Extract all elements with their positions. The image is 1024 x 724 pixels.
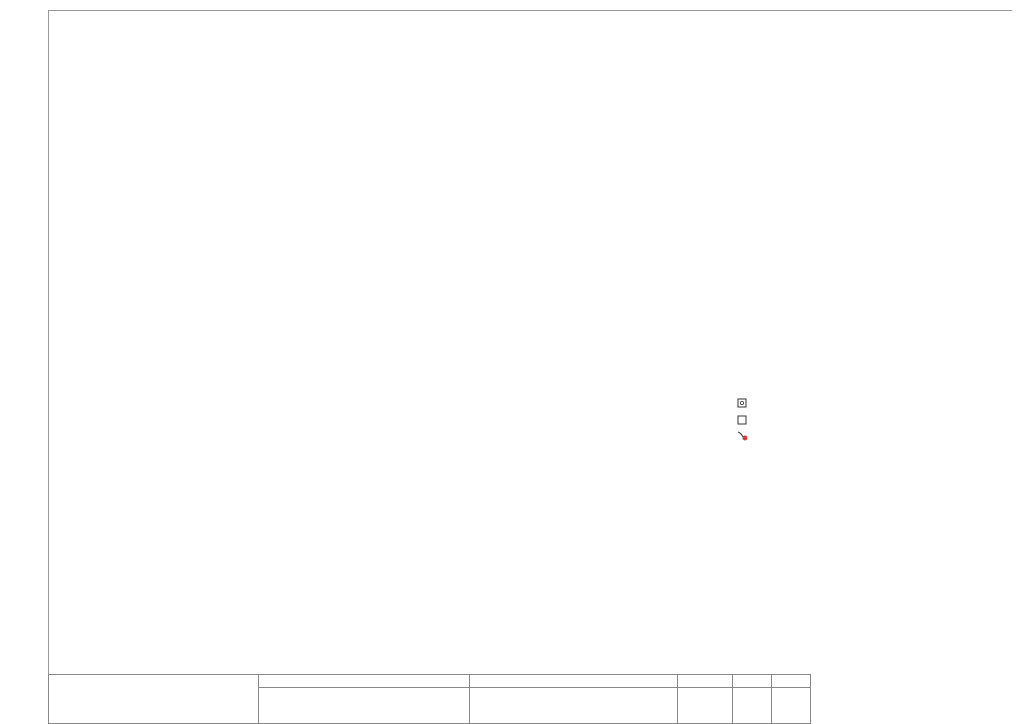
- project-description: [49, 675, 259, 724]
- legend-item-switch: [737, 415, 755, 425]
- scale-value: [678, 688, 733, 724]
- sheets-label: [772, 675, 811, 688]
- sheet-label: [733, 675, 772, 688]
- sheets-value: [772, 688, 811, 724]
- wire-outlet-icon: [737, 431, 747, 441]
- stage-label: [470, 675, 678, 688]
- legend-item-wire-outlet: [737, 431, 755, 441]
- title-block: [48, 674, 1012, 724]
- legend-item-socket: [737, 398, 755, 408]
- logo: [811, 675, 1013, 724]
- switch-icon: [737, 415, 747, 425]
- scale-label: [678, 675, 733, 688]
- customer-label: [259, 675, 470, 688]
- customer-value: [259, 688, 470, 724]
- sheet-title: [470, 688, 678, 724]
- wall-elevations: [0, 0, 1024, 340]
- sheet-value: [733, 688, 772, 724]
- socket-icon: [737, 398, 747, 408]
